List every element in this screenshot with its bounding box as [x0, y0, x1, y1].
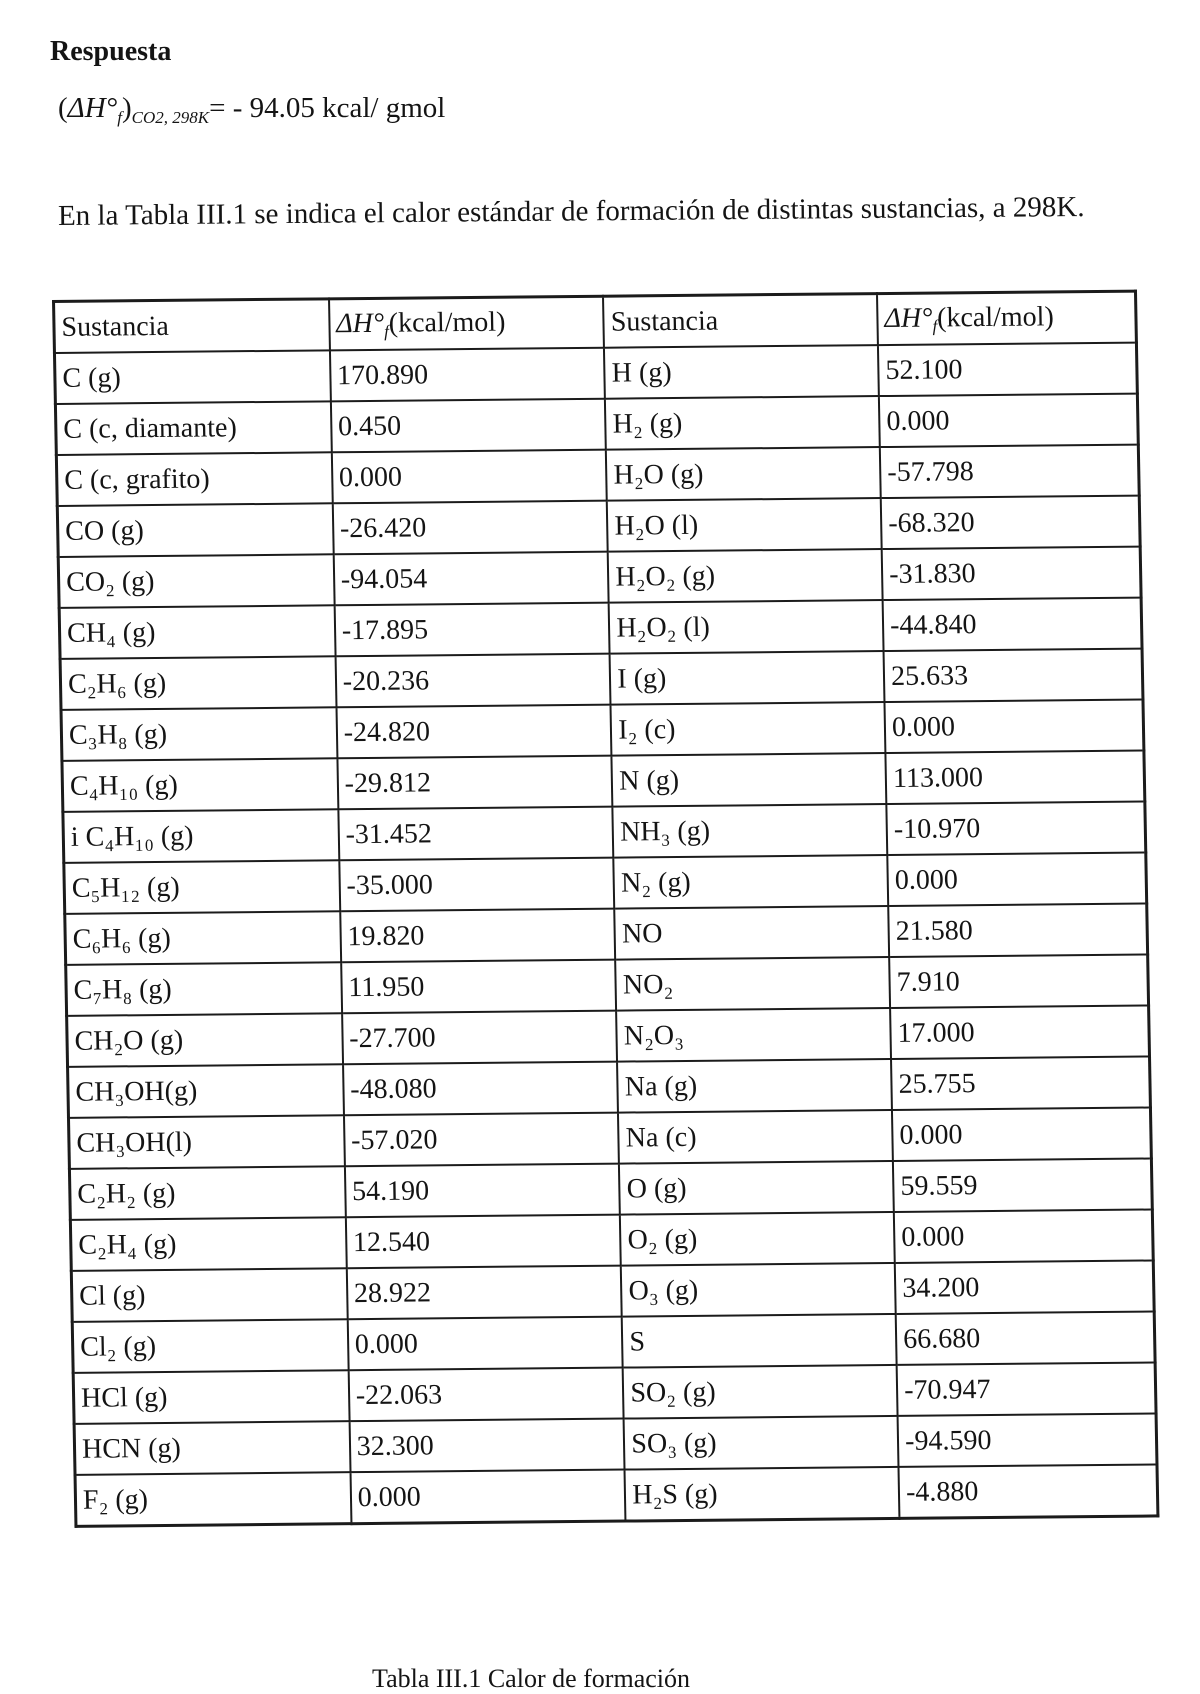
cell-enthalpy-2: 113.000: [885, 751, 1144, 804]
header-enthalpy-1-unit: (kcal/mol): [388, 306, 506, 339]
cell-substance-2: SO₂ (g): [623, 1365, 898, 1419]
cell-enthalpy-2: 7.910: [889, 955, 1148, 1008]
cell-substance-1: C₄H₁₀ (g): [62, 758, 338, 812]
cell-substance-1: C₆H₆ (g): [65, 911, 341, 965]
cell-substance-2: H₂O₂ (g): [608, 549, 883, 603]
cell-enthalpy-2: 25.633: [884, 649, 1143, 702]
cell-substance-1: C₂H₄ (g): [70, 1217, 346, 1271]
cell-enthalpy-2: 66.680: [896, 1311, 1155, 1364]
cell-enthalpy-1: 0.000: [332, 450, 608, 504]
cell-enthalpy-2: 0.000: [887, 853, 1146, 906]
cell-enthalpy-1: 0.000: [347, 1317, 623, 1371]
cell-enthalpy-1: -31.452: [338, 807, 614, 861]
table-body: [54, 343, 1157, 1527]
cell-enthalpy-2: 21.580: [888, 904, 1147, 957]
cell-enthalpy-1: -26.420: [332, 501, 608, 555]
answer-formula: [58, 92, 445, 128]
cell-enthalpy-1: -22.063: [348, 1368, 624, 1422]
cell-substance-2: H₂O (l): [607, 498, 882, 552]
cell-enthalpy-2: -10.970: [886, 802, 1145, 855]
cell-enthalpy-2: 59.559: [893, 1158, 1152, 1211]
cell-substance-2: H₂O₂ (l): [609, 600, 884, 654]
table-caption: Tabla III.1 Calor de formación: [372, 1664, 690, 1693]
cell-substance-1: C₂H₆ (g): [60, 656, 336, 710]
cell-substance-1: C₇H₈ (g): [66, 962, 342, 1016]
cell-enthalpy-1: 12.540: [346, 1215, 622, 1269]
cell-enthalpy-2: 17.000: [890, 1006, 1149, 1059]
header-substance-1: Sustancia: [54, 299, 330, 353]
formula-symbol: ΔH°: [67, 92, 118, 124]
cell-enthalpy-2: 34.200: [895, 1260, 1154, 1313]
cell-substance-1: CH₃OH(l): [68, 1115, 344, 1169]
cell-substance-2: O (g): [619, 1161, 894, 1215]
cell-enthalpy-2: 0.000: [879, 394, 1138, 447]
cell-enthalpy-2: -44.840: [883, 598, 1142, 651]
cell-substance-1: CO₂ (g): [58, 554, 334, 608]
cell-enthalpy-1: 54.190: [345, 1164, 621, 1218]
cell-enthalpy-1: -35.000: [339, 858, 615, 912]
cell-substance-1: Cl₂ (g): [72, 1319, 348, 1373]
cell-substance-1: CH₂O (g): [67, 1013, 343, 1067]
cell-enthalpy-1: -27.700: [342, 1011, 618, 1065]
cell-substance-1: C₅H₁₂ (g): [64, 860, 340, 914]
cell-substance-2: N₂ (g): [614, 855, 889, 909]
cell-substance-2: S: [622, 1314, 897, 1368]
cell-substance-2: N₂O₃: [616, 1008, 891, 1062]
cell-enthalpy-2: 52.100: [878, 343, 1137, 396]
cell-enthalpy-1: -57.020: [344, 1113, 620, 1167]
cell-enthalpy-2: 0.000: [885, 700, 1144, 753]
cell-enthalpy-1: -17.895: [334, 603, 610, 657]
cell-substance-1: C₃H₈ (g): [61, 707, 337, 761]
cell-substance-2: O₂ (g): [620, 1212, 895, 1266]
cell-substance-2: N (g): [612, 753, 887, 807]
cell-substance-1: HCN (g): [74, 1421, 350, 1475]
cell-enthalpy-1: 32.300: [349, 1419, 625, 1473]
cell-enthalpy-1: 11.950: [341, 960, 617, 1014]
cell-substance-1: C (g): [54, 350, 330, 404]
cell-substance-2: NO: [615, 906, 890, 960]
header-enthalpy-2-symbol: $\Delta H^\circ_f$: [884, 302, 938, 336]
cell-enthalpy-1: 28.922: [346, 1266, 622, 1320]
cell-enthalpy-2: -68.320: [881, 496, 1140, 549]
header-enthalpy-2: [877, 291, 1136, 345]
table-row: [75, 1464, 1158, 1526]
cell-enthalpy-1: -20.236: [335, 654, 611, 708]
cell-substance-2: I (g): [610, 651, 885, 705]
cell-enthalpy-2: -57.798: [880, 445, 1139, 498]
cell-substance-2: H₂ (g): [605, 396, 880, 450]
enthalpy-table: [52, 290, 1159, 1528]
cell-enthalpy-1: 0.000: [350, 1470, 626, 1524]
header-substance-2: Sustancia: [603, 294, 878, 348]
cell-substance-2: H₂S (g): [625, 1467, 900, 1521]
cell-enthalpy-2: 0.000: [894, 1209, 1153, 1262]
cell-enthalpy-1: 0.450: [331, 399, 607, 453]
formula-sub-f: f: [117, 108, 122, 127]
cell-substance-1: C (c, grafito): [56, 452, 332, 506]
enthalpy-table-wrapper: [52, 290, 1159, 1528]
cell-enthalpy-2: 0.000: [892, 1107, 1151, 1160]
cell-substance-1: i C₄H₁₀ (g): [63, 809, 339, 863]
cell-substance-1: HCl (g): [73, 1370, 349, 1424]
cell-enthalpy-1: -48.080: [343, 1062, 619, 1116]
cell-enthalpy-2: -70.947: [897, 1362, 1156, 1415]
intro-paragraph: En la Tabla III.1 se indica el calor estándar de formación de distintas sustancias, a 298K.: [57, 191, 1085, 232]
cell-substance-1: F₂ (g): [75, 1472, 351, 1526]
cell-substance-2: H₂O (g): [606, 447, 881, 501]
cell-substance-2: NH₃ (g): [613, 804, 888, 858]
cell-substance-2: Na (c): [618, 1110, 893, 1164]
formula-equals: =: [209, 92, 226, 124]
cell-substance-1: CH₄ (g): [59, 605, 335, 659]
cell-enthalpy-1: -24.820: [336, 705, 612, 759]
cell-enthalpy-1: -94.054: [333, 552, 609, 606]
cell-substance-2: I₂ (c): [611, 702, 886, 756]
cell-substance-2: NO₂: [616, 957, 891, 1011]
cell-enthalpy-2: -31.830: [882, 547, 1141, 600]
section-heading: Respuesta: [50, 36, 172, 67]
header-enthalpy-1-symbol: $\Delta H^\circ_f$: [335, 307, 390, 341]
cell-substance-1: CO (g): [57, 503, 333, 557]
formula-open-paren: (: [58, 92, 68, 124]
formula-close-paren: ): [121, 92, 132, 124]
cell-enthalpy-1: 19.820: [340, 909, 616, 963]
cell-substance-2: SO₃ (g): [624, 1416, 899, 1470]
cell-enthalpy-1: -29.812: [337, 756, 613, 810]
cell-enthalpy-2: -94.590: [898, 1413, 1157, 1466]
cell-substance-1: Cl (g): [71, 1268, 347, 1322]
header-enthalpy-1: [329, 296, 605, 350]
cell-enthalpy-2: 25.755: [891, 1056, 1150, 1109]
cell-substance-1: CH₃OH(g): [68, 1064, 344, 1118]
cell-substance-1: C₂H₂ (g): [69, 1166, 345, 1220]
cell-enthalpy-1: 170.890: [330, 348, 606, 402]
cell-substance-2: H (g): [604, 345, 879, 399]
cell-substance-2: Na (g): [617, 1059, 892, 1113]
cell-substance-2: O₃ (g): [621, 1263, 896, 1317]
header-enthalpy-2-unit: (kcal/mol): [936, 300, 1055, 334]
cell-substance-1: C (c, diamante): [55, 401, 331, 455]
formula-subscript: CO2, 298K: [131, 108, 210, 127]
cell-enthalpy-2: -4.880: [899, 1464, 1158, 1518]
formula-value: - 94.05 kcal/ gmol: [225, 92, 446, 124]
